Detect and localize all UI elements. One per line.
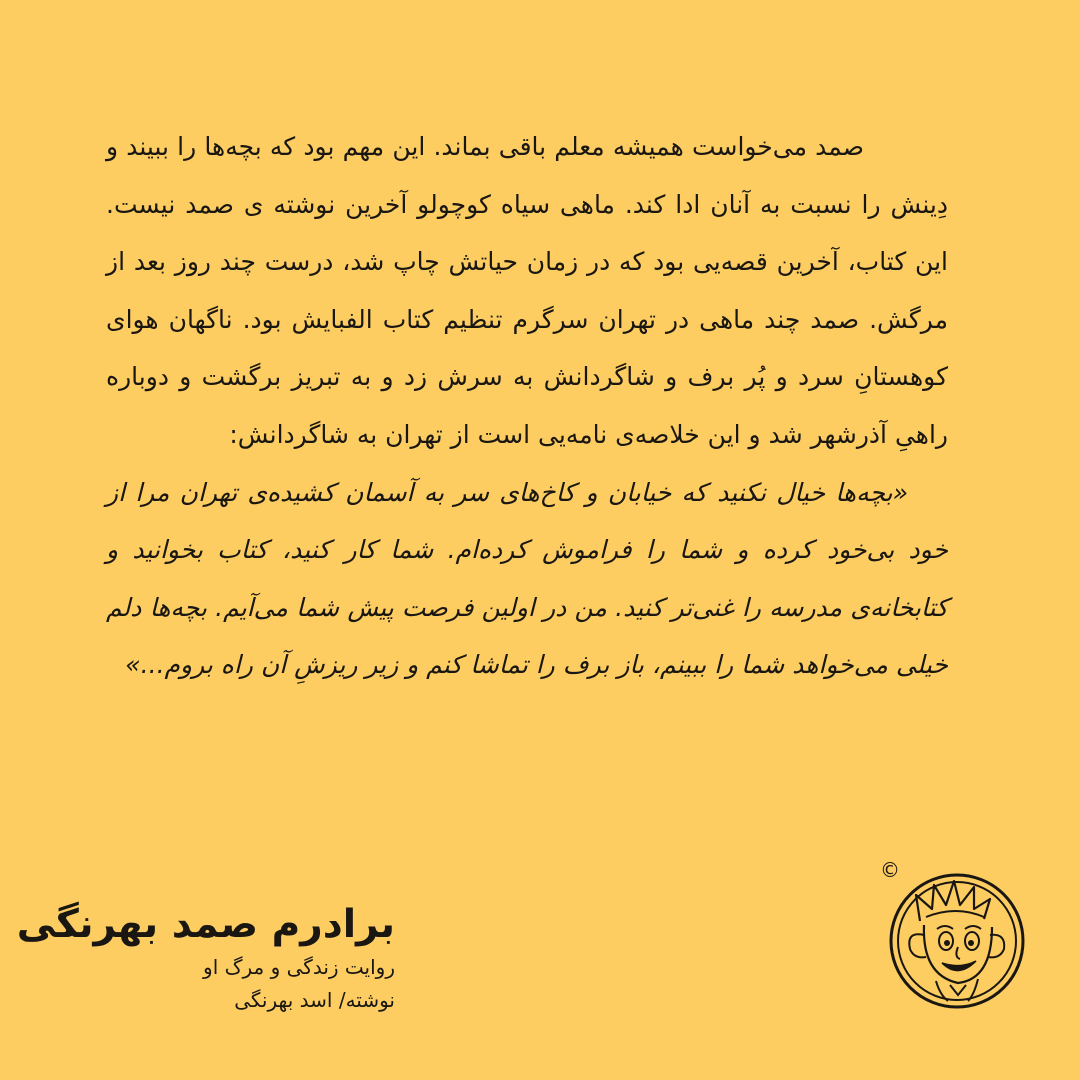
book-subtitle: روایت زندگی و مرگ او [203, 955, 395, 979]
body-text [106, 118, 948, 694]
book-title: برادرم صمد بهرنگی [16, 902, 395, 947]
quote-paragraph: «بچه‌ها خیال نکنید که خیابان و کاخ‌های سر به آسمان کشیده‌ی تهران مرا از خود بی‌خود کرده و شما را فراموش کرده‌ام. شما کار کنید، کتاب بخوانید و کتابخانه‌ی مدرسه را غنی‌تر کنید. من در اولین فرصت پیش شما می‌آیم. بچه‌ها دلم خیلی می‌خواهد شما را ببینم، باز برف را تماشا کنم و زیر ریزشِ آن راه بروم...» [106, 477, 948, 680]
copyright-icon: © [880, 858, 900, 882]
cartoon-boy-face-icon [880, 855, 1030, 1015]
book-author: نوشته/ اسد بهرنگی [234, 988, 395, 1012]
paragraph-1: صمد می‌خواست همیشه معلم باقی بماند. این مهم بود که بچه‌ها را ببیند و دِینش را نسبت به آنان ادا کند. ماهی سیاه کوچولو آخرین نوشته ی صمد نیست. این کتاب، آخرین قصه‌یی بود که در زمان حیاتش چاپ شد، درست چند روز بعد از مرگش. صمد چند ماهی در تهران سرگرم تنظیم کتاب الفبایش بود. ناگهان هوای کوهستانِ سرد و پُر برف و شاگردانش به سرش زد و به تبریز برگشت و دوباره راهیِ آذرشهر شد و این خلاصه‌ی نامه‌یی است از تهران به شاگردانش: [106, 132, 948, 449]
book-info [16, 896, 395, 1018]
